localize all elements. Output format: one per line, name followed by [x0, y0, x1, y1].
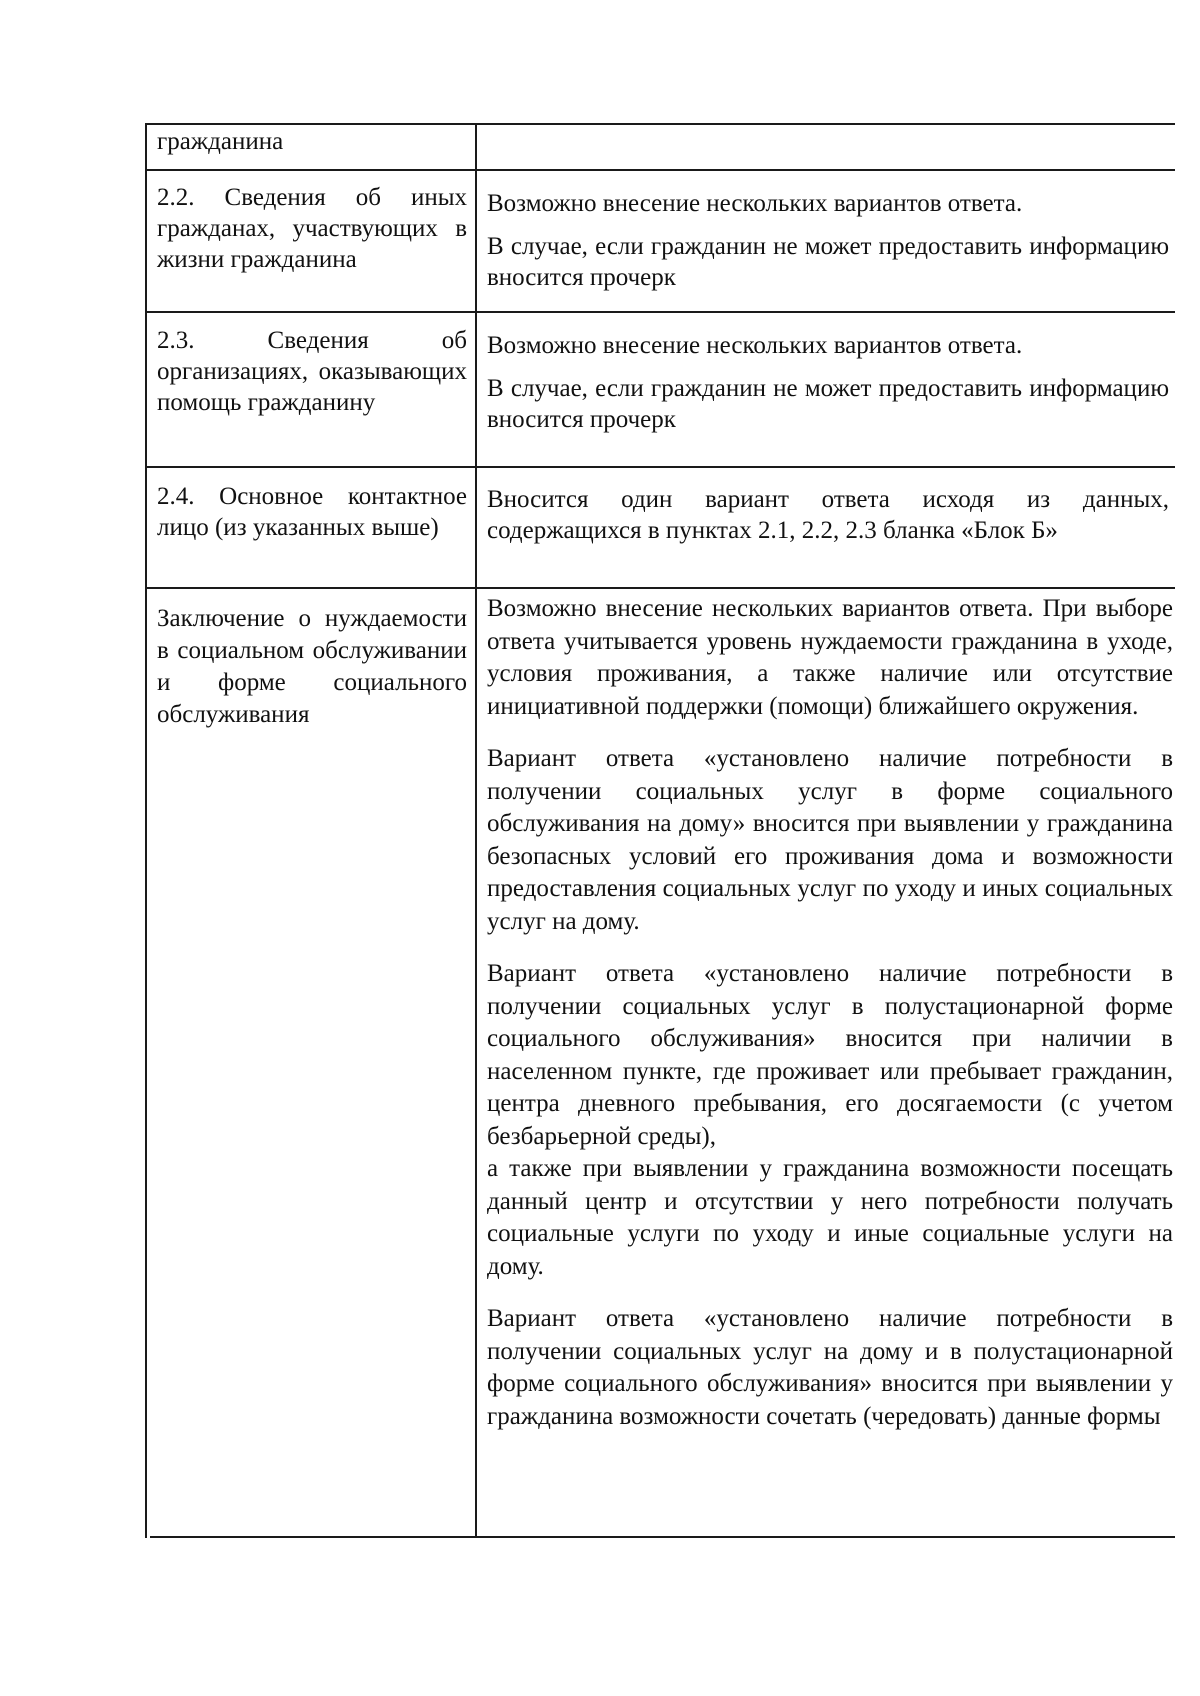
description-paragraph: Возможно внесение нескольких вариантов ответа. При выборе ответа учитывается уровень нуждаемости гражданина в уходе, условия проживания, а также наличие или отсутствие инициативной поддержки (помощи) ближайшего окружения. — [487, 595, 1173, 720]
row-label-text: гражданина — [157, 128, 284, 155]
row-label-text: 2.3. Сведения об организациях, оказывающих помощь гражданину — [157, 327, 467, 416]
table-border-top — [145, 123, 1175, 125]
description-paragraph: Возможно внесение нескольких вариантов ответа. — [487, 190, 1023, 217]
description-paragraph: Вариант ответа «установлено наличие потребности в получении социальных услуг в форме социального обслуживания на дому» вносится при выявлении у гражданина безопасных условий его проживания дома и возможности предоставления социальных услуг по уходу и иных социальных услуг на дому. — [487, 745, 1173, 935]
table-column-divider — [475, 123, 477, 1538]
table-row-2-label — [157, 325, 467, 418]
row-label-text: Заключение о нуждаемости в социальном обслуживании и форме социального обслуживания — [157, 605, 467, 728]
description-paragraph: В случае, если гражданин не может предоставить информацию вносится прочерк — [487, 375, 1169, 433]
row-label-text: 2.2. Сведения об иных гражданах, участвующих в жизни гражданина — [157, 184, 467, 273]
table-row-1-description — [487, 188, 1169, 293]
table-row-2-description — [487, 330, 1169, 435]
table-border-bottom — [150, 1536, 1175, 1538]
description-paragraph: Вариант ответа «установлено наличие потребности в получении социальных услуг на дому и в полустационарной форме социального обслуживания» вносится при выявлении у гражданина возможности сочетать (чередовать) данные формы — [487, 1305, 1173, 1430]
table-row-0-label — [157, 126, 467, 157]
table-row-1-label — [157, 182, 467, 275]
table-row-4-description — [487, 593, 1173, 1433]
table-row-3-label — [157, 481, 467, 543]
row-label-text: 2.4. Основное контактное лицо (из указанных выше) — [157, 483, 467, 541]
description-paragraph: а также при выявлении у гражданина возможности посещать данный центр и отсутствии у него потребности получать социальные услуги по уходу и иные социальные услуги на дому. — [487, 1155, 1173, 1280]
table-row-divider — [145, 169, 1175, 171]
table-border-left — [145, 123, 147, 1538]
table-row-4-label — [157, 603, 467, 731]
description-paragraph: В случае, если гражданин не может предоставить информацию вносится прочерк — [487, 233, 1169, 291]
description-paragraph: Вносится один вариант ответа исходя из данных, содержащихся в пунктах 2.1, 2.2, 2.3 бланка «Блок Б» — [487, 486, 1169, 544]
table-row-divider — [145, 587, 1175, 589]
table-row-3-description — [487, 484, 1169, 546]
table-row-divider — [145, 311, 1175, 313]
description-paragraph: Вариант ответа «установлено наличие потребности в получении социальных услуг в полустационарной форме социального обслуживания» вносится при наличии в населенном пункте, где проживает или пребывает гражданин, центра дневного пребывания, его досягаемости (с учетом безбарьерной среды), — [487, 960, 1173, 1150]
description-paragraph: Возможно внесение нескольких вариантов ответа. — [487, 332, 1023, 359]
table-row-divider — [145, 466, 1175, 468]
